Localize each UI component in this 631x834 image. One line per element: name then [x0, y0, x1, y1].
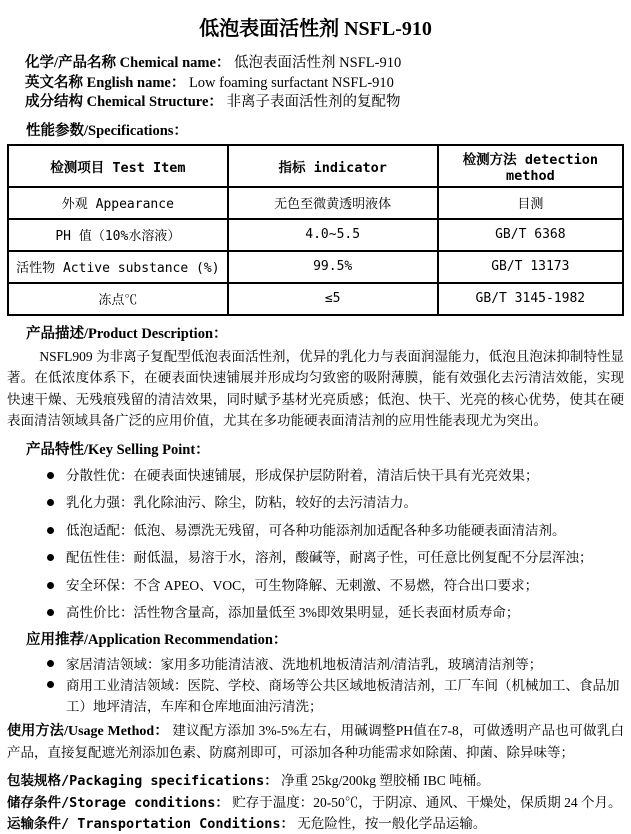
cell-active-item: 活性物 Active substance (%) [8, 251, 228, 283]
page-title: 低泡表面活性剂 NSFL-910 [199, 18, 432, 40]
feature-text: 低泡适配：低泡、易漂洗无残留，可各种功能添剂加适配各种多功能硬表面清洁剂。 [66, 522, 566, 538]
list-item [47, 603, 624, 622]
bullet-icon [47, 527, 54, 534]
chemical-structure-label: 成分结构 Chemical Structure： [25, 94, 223, 110]
feature-text: 配伍性佳：耐低温，易溶于水，溶剂，酸碱等，耐离子性，可任意比例复配不分层浑浊； [66, 550, 593, 565]
bullet-icon [47, 609, 54, 616]
header-detection-method: 检测方法 detection method [438, 145, 623, 187]
cell-appearance-indicator: 无色至微黄透明液体 [228, 187, 438, 219]
application-heading: 应用推荐/Application Recommendation： [26, 632, 288, 648]
chemical-name-label: 化学/产品名称 Chemical name： [25, 55, 231, 71]
application-list [7, 654, 624, 717]
specifications-heading: 性能参数/Specifications： [26, 122, 188, 139]
bullet-icon [47, 660, 54, 667]
cell-appearance-method: 目测 [438, 187, 623, 219]
list-item [47, 466, 624, 485]
list-item [47, 576, 624, 595]
packaging-line [7, 770, 624, 792]
specifications-table [7, 144, 624, 316]
chemical-name-line [25, 54, 624, 74]
table-row-ph [8, 219, 623, 251]
cell-active-method: GB/T 13173 [438, 251, 623, 283]
transport-text: 无危险性，按一般化学品运输。 [297, 816, 487, 831]
feature-text: 分散性优：在硬表面快速铺展，形成保护层防附着，清洁后快干具有光亮效果； [66, 467, 539, 483]
bullet-icon [47, 499, 54, 506]
cell-ph-indicator: 4.0~5.5 [228, 219, 438, 251]
table-row-active-substance [8, 251, 623, 283]
header-indicator: 指标 indicator [228, 145, 438, 187]
table-row-freezing-point [8, 283, 623, 315]
bullet-icon [47, 554, 54, 561]
feature-text: 高性价比：活性物含量高，添加量低至 3%即效果明显，延长表面材质寿命； [66, 605, 520, 620]
chemical-name-value: 低泡表面活性剂 NSFL-910 [234, 55, 402, 71]
cell-freezing-indicator: ≤5 [228, 283, 438, 315]
list-item [47, 654, 624, 675]
list-item [47, 521, 624, 540]
product-info-block [25, 54, 624, 113]
application-text: 商用工业清洁领域：医院、学校、商场等公共区域地板清洁剂，工厂车间（机械加工、食品加工）地坪清洁，车库和仓库地面油污清洗； [66, 678, 620, 714]
description-heading: 产品描述/Product Description： [26, 325, 228, 342]
english-name-line [25, 74, 624, 94]
english-name-value: Low foaming surfactant NSFL-910 [188, 74, 394, 91]
cell-ph-method: GB/T 6368 [438, 219, 623, 251]
storage-line [7, 793, 624, 813]
cell-appearance-item: 外观 Appearance [8, 187, 228, 219]
transport-label: 运输条件/ Transportation Conditions： [7, 816, 294, 832]
chemical-structure-value: 非离子表面活性剂的复配物 [226, 94, 401, 110]
feature-text: 乳化力强：乳化除油污、除尘，防粘，较好的去污清洁力。 [66, 495, 417, 510]
features-heading: 产品特性/Key Selling Point： [26, 441, 210, 458]
features-list [7, 466, 624, 623]
chemical-structure-line [25, 93, 624, 113]
list-item [47, 548, 624, 567]
list-item [47, 675, 624, 717]
table-header-row [8, 145, 623, 187]
english-name-label: 英文名称 English name： [25, 74, 186, 91]
header-test-item: 检测项目 Test Item [8, 145, 228, 187]
usage-method-line [7, 720, 624, 763]
storage-label: 储存条件/Storage conditions： [7, 795, 229, 811]
transport-line [7, 814, 624, 834]
usage-method-text: 建议配方添加 3%-5%左右，用碱调整PH值在7-8，可做透明产品也可做乳白产品，直接复配遮光剂添加色素、防腐剂即可，可添加各种功能需求如除菌、抑菌、除异味等； [7, 723, 625, 760]
table-row-appearance [8, 187, 623, 219]
feature-text: 安全环保：不含 APEO、VOC，可生物降解、无刺激、不易燃，符合出口要求； [66, 577, 539, 593]
description-body: NSFL909 为非离子复配型低泡表面活性剂，优异的乳化力与表面润湿能力，低泡且泡沫抑制特性显著。在低浓度体系下，在硬表面快速铺展并形成均匀致密的吸附薄膜，能有效强化去污清洁效能，实现快速干燥、无残痕残留的清洁效果，同时赋予基材光亮质感；低泡、快干、光亮的核心优势，使其在硬表面清洁领域具备广泛的应用价值，尤其在多功能硬表面清洁剂的应用性能表现尤为突出。 [7, 348, 624, 428]
bullet-icon [47, 681, 54, 688]
bullet-icon [47, 472, 54, 479]
usage-method-label: 使用方法/Usage Method： [7, 724, 169, 739]
packaging-label: 包装规格/Packaging specifications： [7, 773, 278, 789]
cell-active-indicator: 99.5% [228, 251, 438, 283]
cell-ph-item: PH 值（10%水溶液） [8, 219, 228, 251]
cell-freezing-method: GB/T 3145-1982 [438, 283, 623, 315]
list-item [47, 493, 624, 512]
packaging-text: 净重 25kg/200kg 塑胶桶 IBC 吨桶。 [281, 773, 490, 788]
storage-text: 贮存于温度：20-50℃，于阴凉、通风、干燥处，保质期 24 个月。 [232, 795, 622, 810]
cell-freezing-item: 冻点℃ [8, 283, 228, 315]
bullet-icon [47, 582, 54, 589]
application-text: 家居清洁领域：家用多功能清洁液、洗地机地板清洁剂/清洁乳，玻璃清洁剂等； [66, 657, 543, 672]
